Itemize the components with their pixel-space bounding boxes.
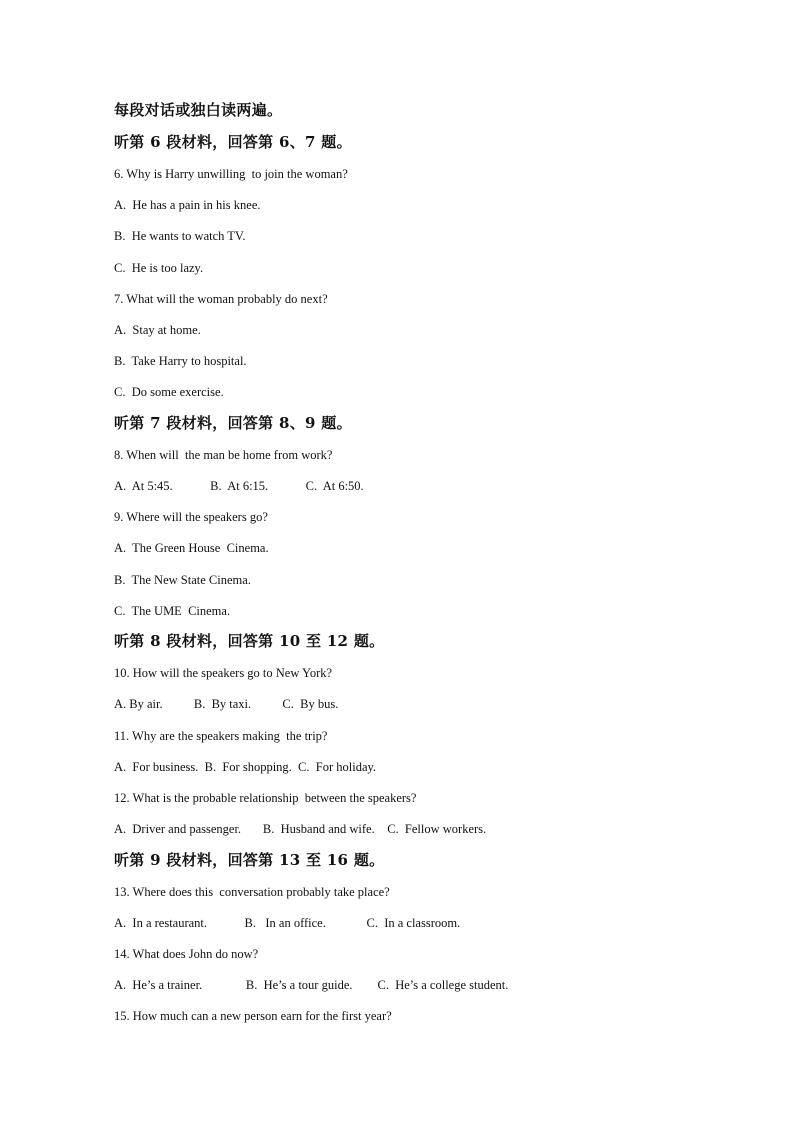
option-a: A. He has a pain in his knee. — [114, 198, 261, 212]
option-b: B. The New State Cinema. — [114, 573, 251, 587]
question-prompt: 11. Why are the speakers making the trip? — [114, 729, 328, 743]
options-row: A. He’s a trainer. B. He’s a tour guide. C. He’s a college student. — [114, 978, 509, 992]
section-heading: 听第 6 段材料，回答第 6、7 题。 — [114, 133, 352, 151]
section-heading: 听第 9 段材料，回答第 13 至 16 题。 — [114, 851, 385, 869]
option-a: A. Stay at home. — [114, 323, 201, 337]
question-prompt: 14. What does John do now? — [114, 947, 259, 961]
instruction: 每段对话或独白读两遍。 — [114, 101, 283, 119]
question-prompt: 10. How will the speakers go to New York? — [114, 666, 333, 680]
options-row: A. Driver and passenger. B. Husband and wife. C. Fellow workers. — [114, 822, 487, 836]
question-prompt: 6. Why is Harry unwilling to join the woman? — [114, 167, 348, 181]
section-heading: 听第 7 段材料，回答第 8、9 题。 — [114, 414, 352, 432]
question-prompt: 7. What will the woman probably do next? — [114, 292, 328, 306]
option-a: A. The Green House Cinema. — [114, 541, 269, 555]
option-b: B. Take Harry to hospital. — [114, 354, 247, 368]
question-prompt: 13. Where does this conversation probably take place? — [114, 885, 390, 899]
option-c: C. Do some exercise. — [114, 385, 224, 399]
question-prompt: 12. What is the probable relationship between the speakers? — [114, 791, 417, 805]
question-prompt: 9. Where will the speakers go? — [114, 510, 268, 524]
option-c: C. He is too lazy. — [114, 261, 204, 275]
question-prompt: 8. When will the man be home from work? — [114, 448, 333, 462]
option-c: C. The UME Cinema. — [114, 604, 231, 618]
section-heading: 听第 8 段材料，回答第 10 至 12 题。 — [114, 632, 385, 650]
options-row: A. For business. B. For shopping. C. For holiday. — [114, 760, 377, 774]
question-prompt: 15. How much can a new person earn for the first year? — [114, 1009, 392, 1023]
options-row: A. By air. B. By taxi. C. By bus. — [114, 697, 339, 711]
option-b: B. He wants to watch TV. — [114, 229, 246, 243]
options-row: A. In a restaurant. B. In an office. C. In a classroom. — [114, 916, 461, 930]
options-row: A. At 5:45. B. At 6:15. C. At 6:50. — [114, 479, 364, 493]
